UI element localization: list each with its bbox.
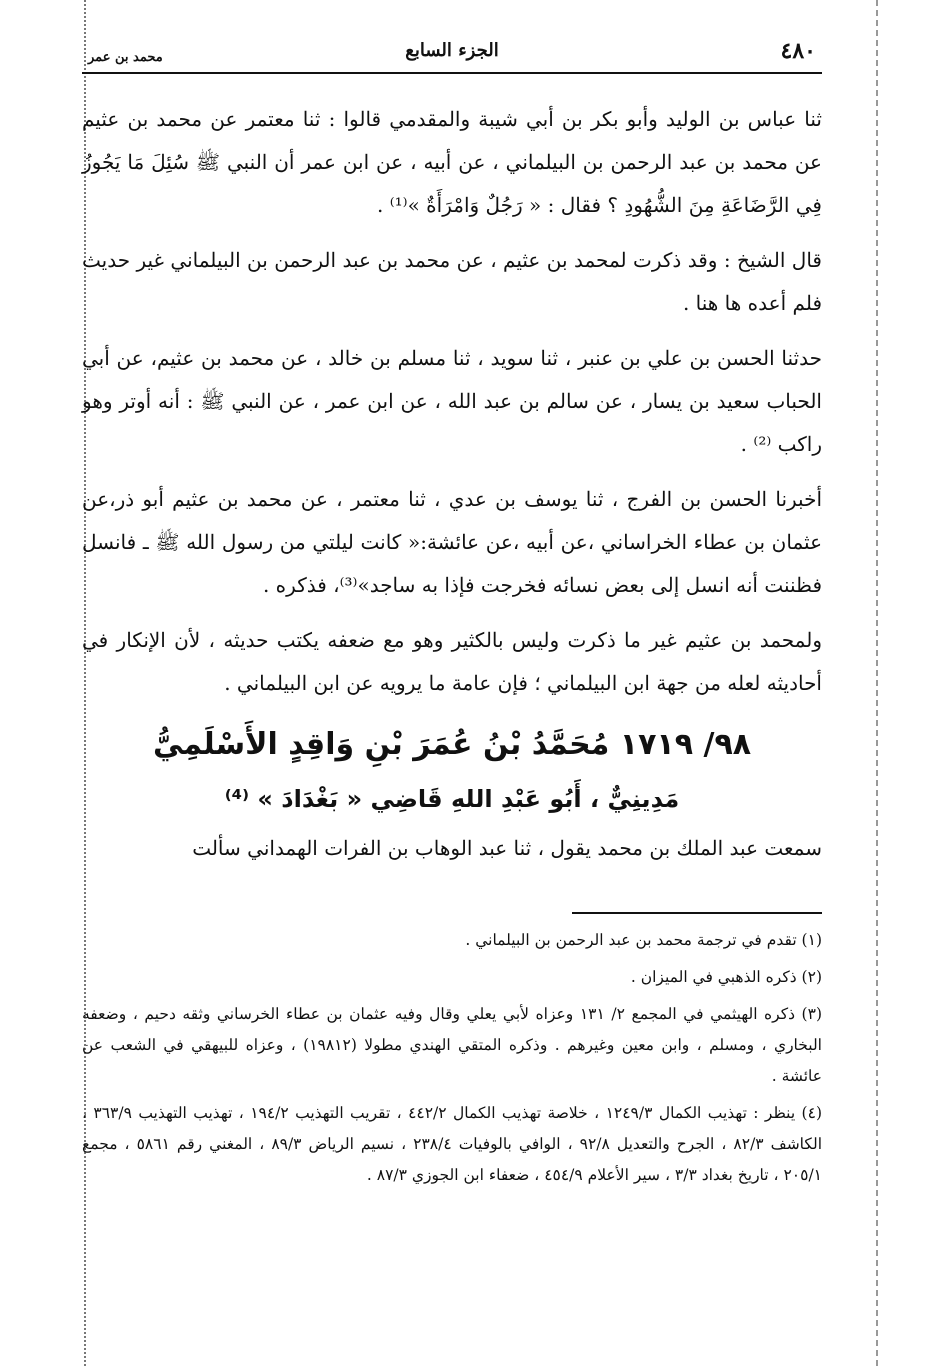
- footnote: (٤) ينظر : تهذيب الكمال ١٢٤٩/٣ ، خلاصة تهذيب الكمال ٤٤٢/٢ ، تقريب التهذيب ١٩٤/٢ ، تهذيب التهذيب ٣٦٣/٩ ، الكاشف ٨٢/٣ ، الجرح والتعديل ٩٢/٨ ، الوافي بالوفيات ٢٣٨/٤ ، نسيم الرياض ٨٩/٣ ، المغني رقم ٥٨٦١ ، مجمع ٢٠٥/١ ، تاريخ بغداد ٣/٣ ، سير الأعلام ٤٥٤/٩ ، ضعفاء ابن الجوزي ٨٧/٣ .: [82, 1104, 822, 1184]
- paragraph: حدثنا الحسن بن علي بن عنبر ، ثنا سويد ، ثنا مسلم بن خالد ، عن محمد بن عثيم، عن أبي الحباب سعيد بن يسار ، عن سالم بن عبد الله ، عن ابن عمر ، عن النبي ﷺ : أنه أوتر وهو راكب ⁽²⁾ .: [82, 346, 822, 456]
- scan-border-right: [876, 0, 878, 1366]
- footnote: (٣) ذكره الهيثمي في المجمع ٢/ ١٣١ وعزاه لأبي يعلي وقال وفيه عثمان بن عطاء الخرساني وثقه دحيم ، وضعفه البخاري ، ومسلم ، وابن معين وغيرهم . وذكره المتقي الهندي مطولا (١٩٨١٢) ، وعزاه للبيهقي في الشعب عن عائشة .: [82, 1005, 822, 1085]
- page-header: [82, 36, 822, 74]
- paragraph: ولمحمد بن عثيم غير ما ذكرت وليس بالكثير وهو مع ضعفه يكتب حديثه ، لأن الإنكار في أحاديثه لعله من جهة ابن البيلماني ؛ فإن عامة ما يرويه عن ابن البيلماني .: [82, 628, 822, 695]
- paragraph: قال الشيخ : وقد ذكرت لمحمد بن عثيم ، عن محمد بن عبد الرحمن بن البيلماني غير حديث فلم أعده ها هنا .: [82, 248, 822, 315]
- running-subject: محمد بن عمر: [88, 50, 163, 65]
- paragraph: سمعت عبد الملك بن محمد يقول ، ثنا عبد الوهاب بن الفرات الهمداني سألت: [192, 836, 822, 860]
- paragraph: ثنا عباس بن الوليد وأبو بكر بن أبي شيبة والمقدمي قالوا : ثنا معتمر عن محمد بن عثيم عن محمد بن عبد الرحمن بن البيلماني ، عن أبيه ، عن ابن عمر أن النبي ﷺ سُئِلَ مَا يَجُوزُ فِي الرَّضَاعَةِ مِنَ الشُّهُودِ ؟ فقال : « رَجُلٌ وَامْرَأَةٌ »⁽¹⁾ .: [82, 107, 822, 217]
- entry-subheading: مَدِينِيٌّ ، أَبُو عَبْدِ اللهِ قَاضِي « بَغْدَادَ » ⁽⁴⁾: [224, 785, 680, 813]
- entry-heading: ٩٨/ ١٧١٩ مُحَمَّدُ بْنُ عُمَرَ بْنِ وَاقِدٍ الأَسْلَمِيُّ: [152, 727, 752, 762]
- footnote: (١) تقدم في ترجمة محمد بن عبد الرحمن بن البيلماني .: [465, 931, 822, 949]
- footnote-rule: [572, 912, 822, 914]
- book-page: [82, 30, 822, 1350]
- paragraph: أخبرنا الحسن بن الفرج ، ثنا يوسف بن عدي ، ثنا معتمر ، عن محمد بن عثيم أبو ذر،عن عثمان بن عطاء الخراساني ،عن أبيه ،عن عائشة:« كانت ليلتي من رسول الله ﷺ ـ فانسل فظننت أنه انسل إلى بعض نسائه فخرجت فإذا به ساجد»⁽³⁾، فذكره .: [82, 487, 822, 597]
- footnotes: [82, 925, 822, 1197]
- footnote: (٢) ذكره الذهبي في الميزان .: [630, 968, 822, 986]
- volume-title: الجزء السابع: [405, 40, 499, 61]
- page-number: ٤٨٠: [780, 38, 816, 64]
- main-text: [82, 98, 822, 882]
